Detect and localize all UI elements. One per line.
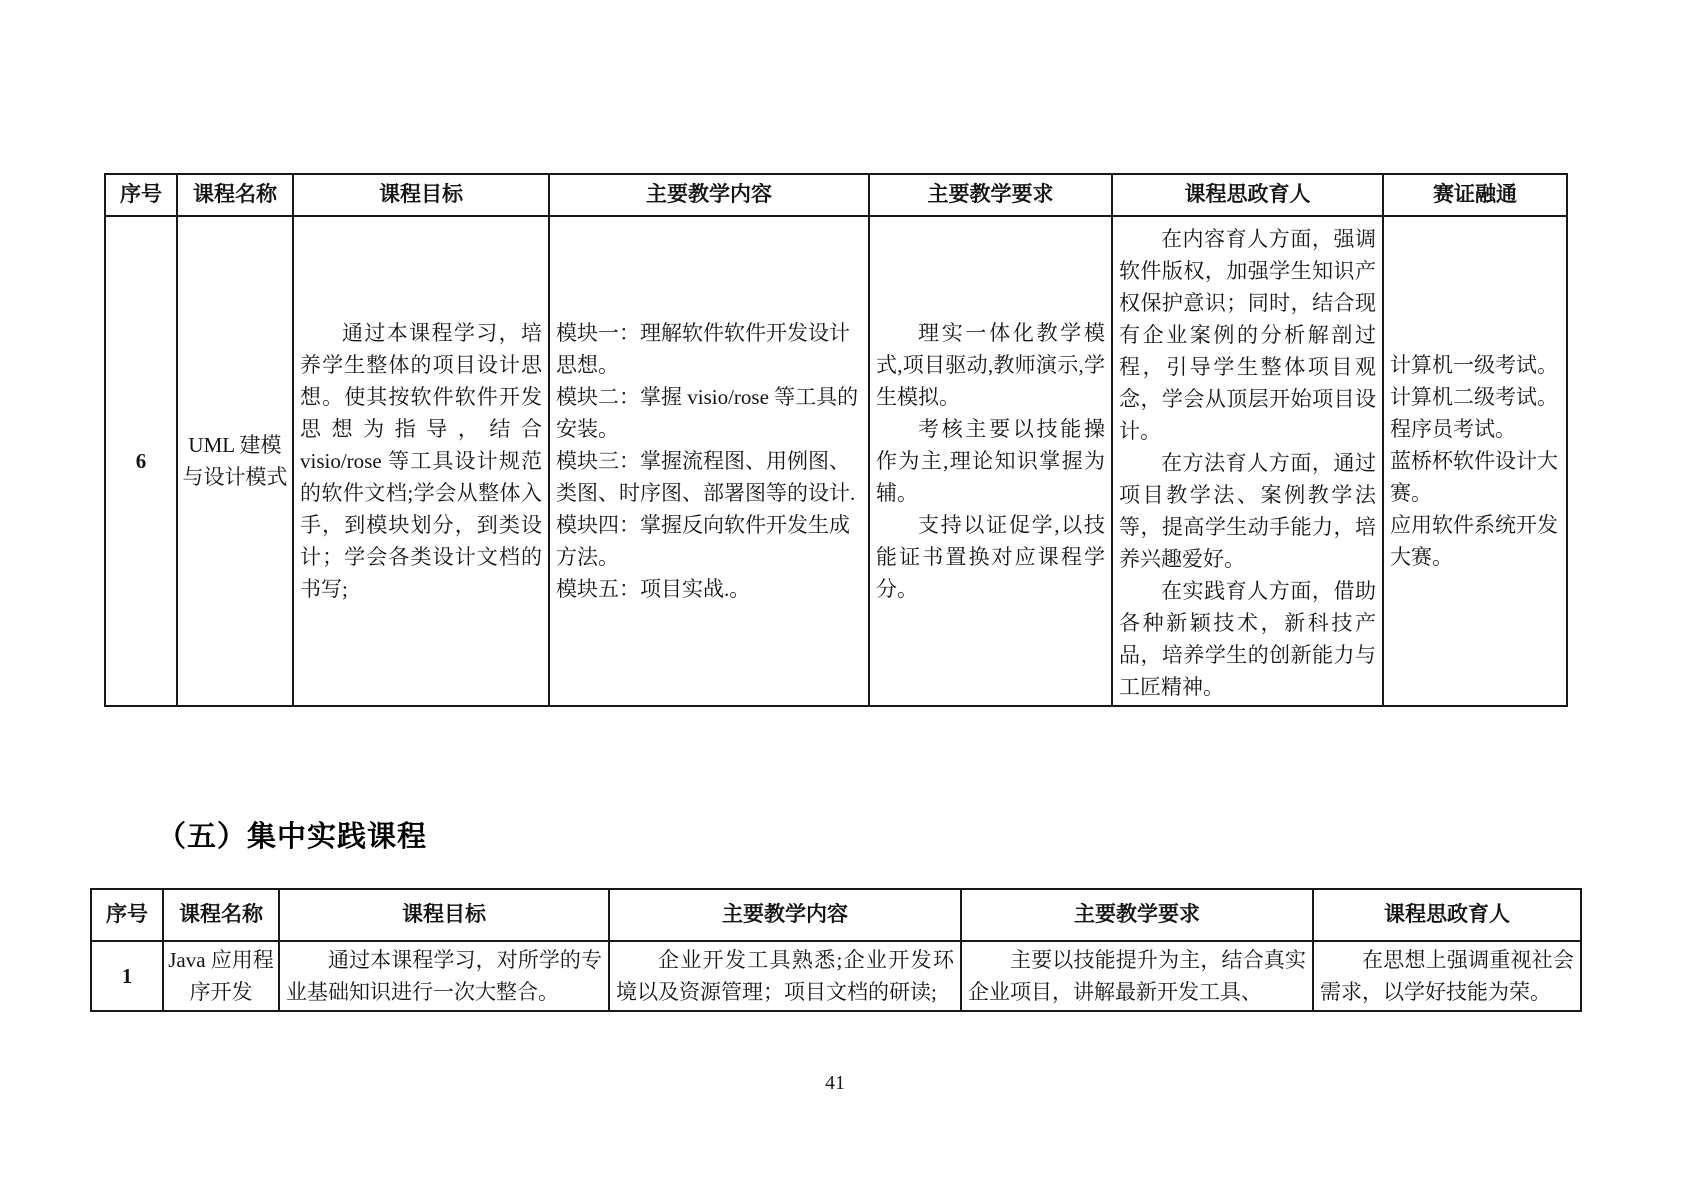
objective-paragraph: 通过本课程学习，对所学的专业基础知识进行一次大整合。 [286, 948, 602, 1004]
content-paragraph: 企业开发工具熟悉;企业开发环境以及资源管理；项目文档的研读; [616, 948, 954, 1004]
cell-certification [1383, 216, 1567, 706]
content-module-2: 模块二：掌握 visio/rose 等工具的安装。 [556, 385, 859, 441]
ideology-paragraph: 在思想上强调重视社会需求，以学好技能为荣。 [1320, 948, 1574, 1004]
header-content: 主要教学内容 [609, 889, 961, 941]
cell-content [549, 216, 869, 706]
cell-seq: 1 [91, 941, 163, 1011]
header-objective: 课程目标 [279, 889, 609, 941]
cell-seq: 6 [105, 216, 177, 706]
cell-ideology [1112, 216, 1383, 706]
header-content: 主要教学内容 [549, 174, 869, 216]
content-module-4: 模块四：掌握反向软件开发生成方法。 [556, 513, 850, 569]
ideology-paragraph-3: 在实践育人方面，借助各种新颖技术，新科技产品，培养学生的创新能力与工匠精神。 [1119, 579, 1376, 699]
header-ideology: 课程思政育人 [1313, 889, 1581, 941]
cell-ideology [1313, 941, 1581, 1011]
ideology-paragraph-1: 在内容育人方面，强调软件版权，加强学生知识产权保护意识；同时，结合现有企业案例的分析解剖过程，引导学生整体项目观念，学会从顶层开始项目设计。 [1119, 227, 1376, 443]
cell-objective [279, 941, 609, 1011]
course-table-header-row [105, 174, 1567, 216]
cell-course-name: Java 应用程序开发 [163, 941, 279, 1011]
certification-item-4: 蓝桥杯软件设计大赛。 [1390, 449, 1558, 505]
certification-item-1: 计算机一级考试。 [1390, 353, 1558, 377]
header-course-name: 课程名称 [163, 889, 279, 941]
requirement-paragraph-3: 支持以证促学,以技能证书置换对应课程学分。 [876, 513, 1105, 601]
cell-content [609, 941, 961, 1011]
page-number: 41 [825, 1072, 845, 1094]
cell-course-name: UML 建模与设计模式 [177, 216, 293, 706]
cell-requirements [869, 216, 1112, 706]
course-row-uml [105, 216, 1567, 706]
content-module-5: 模块五：项目实战.。 [556, 577, 751, 601]
cell-objective [293, 216, 549, 706]
section-heading: （五）集中实践课程 [157, 821, 428, 853]
header-seq: 序号 [105, 174, 177, 216]
requirement-paragraph-2: 考核主要以技能操作为主,理论知识掌握为辅。 [876, 417, 1105, 505]
ideology-paragraph-2: 在方法育人方面，通过项目教学法、案例教学法等，提高学生动手能力，培养兴趣爱好。 [1119, 451, 1376, 571]
course-detail-table [104, 173, 1568, 707]
practice-course-table [90, 888, 1582, 1012]
practice-row-java [91, 941, 1581, 1011]
certification-item-5: 应用软件系统开发大赛。 [1390, 513, 1558, 569]
requirements-paragraph: 主要以技能提升为主，结合真实企业项目，讲解最新开发工具、 [968, 948, 1306, 1004]
objective-paragraph: 通过本课程学习，培养学生整体的项目设计思想。使其按软件软件开发思想为指导，结合 visio/rose 等工具设计规范的软件文档;学会从整体入手，到模块划分，到类设计；学会各类设计文档的书写; [300, 321, 542, 601]
header-requirements: 主要教学要求 [869, 174, 1112, 216]
practice-table-header-row [91, 889, 1581, 941]
header-certification: 赛证融通 [1383, 174, 1567, 216]
header-requirements: 主要教学要求 [961, 889, 1313, 941]
header-objective: 课程目标 [293, 174, 549, 216]
header-ideology: 课程思政育人 [1112, 174, 1383, 216]
content-module-1: 模块一：理解软件软件开发设计思想。 [556, 321, 850, 377]
certification-item-3: 程序员考试。 [1390, 417, 1516, 441]
content-module-3: 模块三：掌握流程图、用例图、类图、时序图、部署图等的设计. [556, 449, 856, 505]
requirement-paragraph-1: 理实一体化教学模式,项目驱动,教师演示,学生模拟。 [876, 321, 1105, 409]
cell-requirements [961, 941, 1313, 1011]
header-course-name: 课程名称 [177, 174, 293, 216]
certification-item-2: 计算机二级考试。 [1390, 385, 1558, 409]
header-seq: 序号 [91, 889, 163, 941]
